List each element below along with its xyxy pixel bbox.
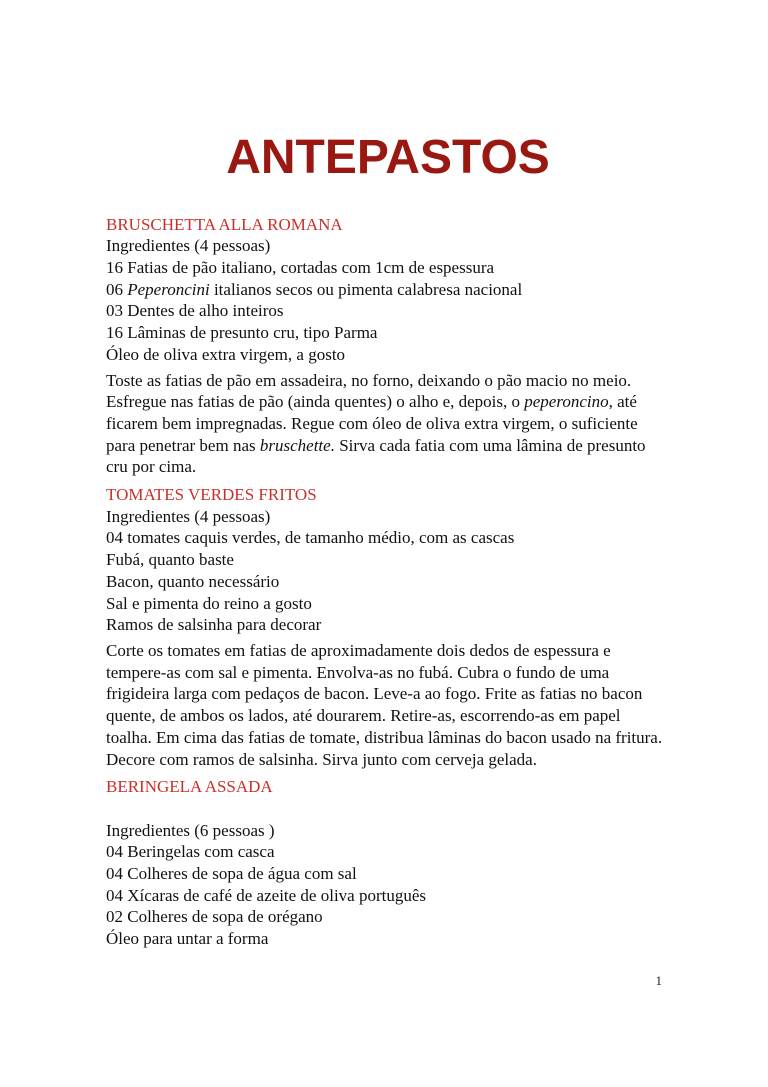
ingredient-line [106,527,670,549]
text-run: italianos secos ou pimenta calabresa nacional [209,279,523,299]
recipe-section [106,776,670,950]
text-run: Ingredientes (4 pessoas) [106,236,271,256]
ingredient-line [106,235,670,257]
ingredient-line [106,885,670,907]
text-run: Óleo de oliva extra virgem, a gosto [106,344,346,364]
blank-line [106,798,670,820]
text-run: 06 [106,279,128,299]
method-paragraph [106,370,670,479]
text-run: Ramos de salsinha para decorar [106,615,322,635]
page-number: 1 [655,973,662,988]
text-run: Toste as fatias de pão em assadeira, no forno, deixando o pão macio no meio. Esfregue nas fatias de pão (ainda quentes) o alho e, depois, o [106,370,632,412]
text-run: Sirva cada fatia com uma lâmina de presunto cru por cima. [106,435,646,477]
text-run: Bacon, quanto necessário [106,571,280,591]
ingredient-line [106,841,670,863]
text-run: Óleo para untar a forma [106,929,269,949]
recipe-heading: BRUSCHETTA ALLA ROMANA [106,214,343,234]
ingredient-line [106,928,670,950]
text-run: 04 tomates caquis verdes, de tamanho médio, com as cascas [106,528,515,548]
text-run: 16 Lâminas de presunto cru, tipo Parma [106,323,378,343]
ingredient-line [106,549,670,571]
ingredient-line [106,820,670,842]
text-run: 04 Beringelas com casca [106,842,275,862]
text-run: 16 Fatias de pão italiano, cortadas com 1cm de espessura [106,258,495,278]
italic-text-run: Peperoncini [127,279,210,299]
italic-text-run: peperoncino [524,392,609,412]
ingredient-line [106,863,670,885]
ingredient-line [106,593,670,615]
recipe-heading: TOMATES VERDES FRITOS [106,485,317,505]
ingredient-line [106,322,670,344]
ingredient-line [106,344,670,366]
ingredient-line [106,257,670,279]
recipe-section [106,484,670,770]
text-run: Ingredientes (6 pessoas ) [106,820,275,840]
document-title: ANTEPASTOS [226,131,550,184]
recipe-section [106,214,670,478]
text-run: Fubá, quanto baste [106,550,234,570]
ingredient-line [106,300,670,322]
recipe-heading: BERINGELA ASSADA [106,777,273,797]
text-run: Sal e pimenta do reino a gosto [106,593,312,613]
text-run: 03 Dentes de alho inteiros [106,301,284,321]
text-run: 04 Colheres de sopa de água com sal [106,864,357,883]
recipes [106,214,670,950]
text-run: Ingredientes (4 pessoas) [106,506,271,526]
italic-text-run: bruschette. [259,435,335,455]
ingredient-line [106,614,670,636]
text-run: Corte os tomates em fatias de aproximadamente dois dedos de espessura e tempere-as com sal e pimenta. Envolva-as no fubá. Cubra o fundo de uma frigideira larga com pedaços de bacon. Leve-a ao fogo. Frite as fatias no bacon quente, de ambos os lados, até dourarem. Retire-as, escorrendo-as em papel toalha. Em cima das fatias de tomate, distribua lâminas do bacon usado na fritura. Decore com ramos de salsinha. Sirva junto com cerveja gelada. [106,640,663,769]
ingredient-line [106,506,670,528]
ingredient-line [106,279,670,301]
ingredient-line [106,906,670,928]
ingredient-line [106,571,670,593]
text-run: 04 Xícaras de café de azeite de oliva português [106,885,427,905]
text-run: 02 Colheres de sopa de orégano [106,907,323,927]
method-paragraph [106,640,670,770]
text-run: , até ficarem bem impregnadas. Regue com óleo de oliva extra virgem, o suficiente para penetrar bem nas [106,392,638,455]
